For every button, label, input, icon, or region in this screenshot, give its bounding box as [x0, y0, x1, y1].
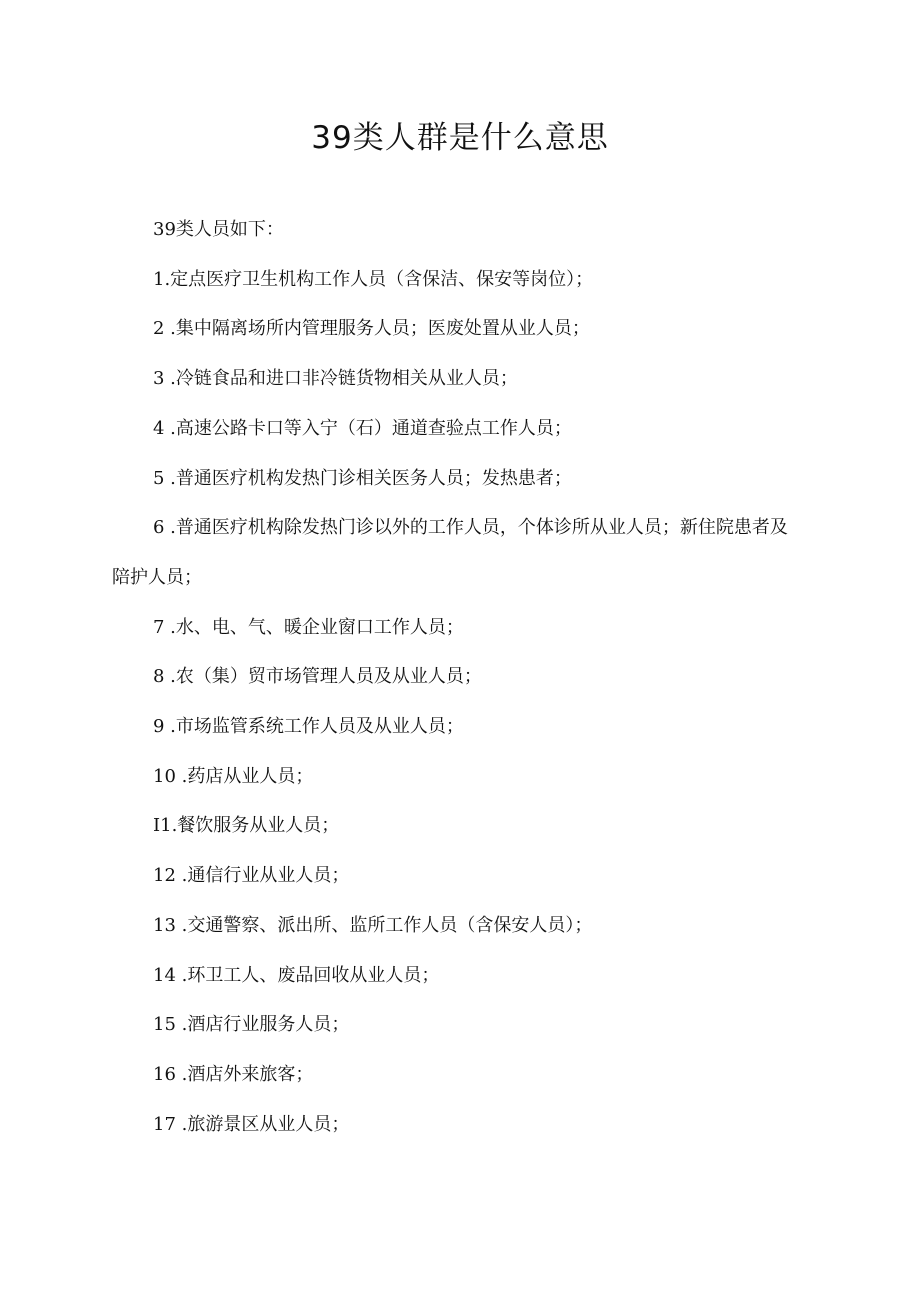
list-item: 15 .酒店行业服务人员；	[153, 1014, 350, 1036]
document-title: 39类人群是什么意思	[311, 120, 609, 156]
list-item: 2 .集中隔离场所内管理服务人员；医废处置从业人员；	[153, 318, 590, 340]
list-item: 14 .环卫工人、废品回收从业人员；	[153, 964, 440, 986]
list-item: 6 .普通医疗机构除发热门诊以外的工作人员，个体诊所从业人员；新住院患者及陪护人员；	[112, 517, 788, 588]
document-body	[112, 205, 802, 1149]
list-item: I1.餐饮服务从业人员；	[153, 815, 340, 837]
list-item: 10 .药店从业人员；	[153, 765, 314, 787]
list-item: 3 .冷链食品和进口非冷链货物相关从业人员；	[153, 368, 518, 390]
list-item: 9 .市场监管系统工作人员及从业人员；	[153, 716, 464, 738]
list-item: 7 .水、电、气、暖企业窗口工作人员；	[153, 616, 464, 638]
list-item: 5 .普通医疗机构发热门诊相关医务人员；发热患者；	[153, 467, 572, 489]
list-item: 12 .通信行业从业人员；	[153, 865, 350, 887]
list-item: 17 .旅游景区从业人员；	[153, 1113, 350, 1135]
list-item: 1.定点医疗卫生机构工作人员（含保洁、保安等岗位）；	[153, 268, 594, 290]
list-item: 16 .酒店外来旅客；	[153, 1063, 314, 1085]
list-item: 4 .高速公路卡口等入宁（石）通道查验点工作人员；	[153, 417, 572, 439]
list-item: 8 .农（集）贸市场管理人员及从业人员；	[153, 666, 482, 688]
intro-paragraph: 39类人员如下：	[153, 219, 284, 240]
list-item: 13 .交通警察、派出所、监所工作人员（含保安人员）；	[153, 914, 593, 936]
